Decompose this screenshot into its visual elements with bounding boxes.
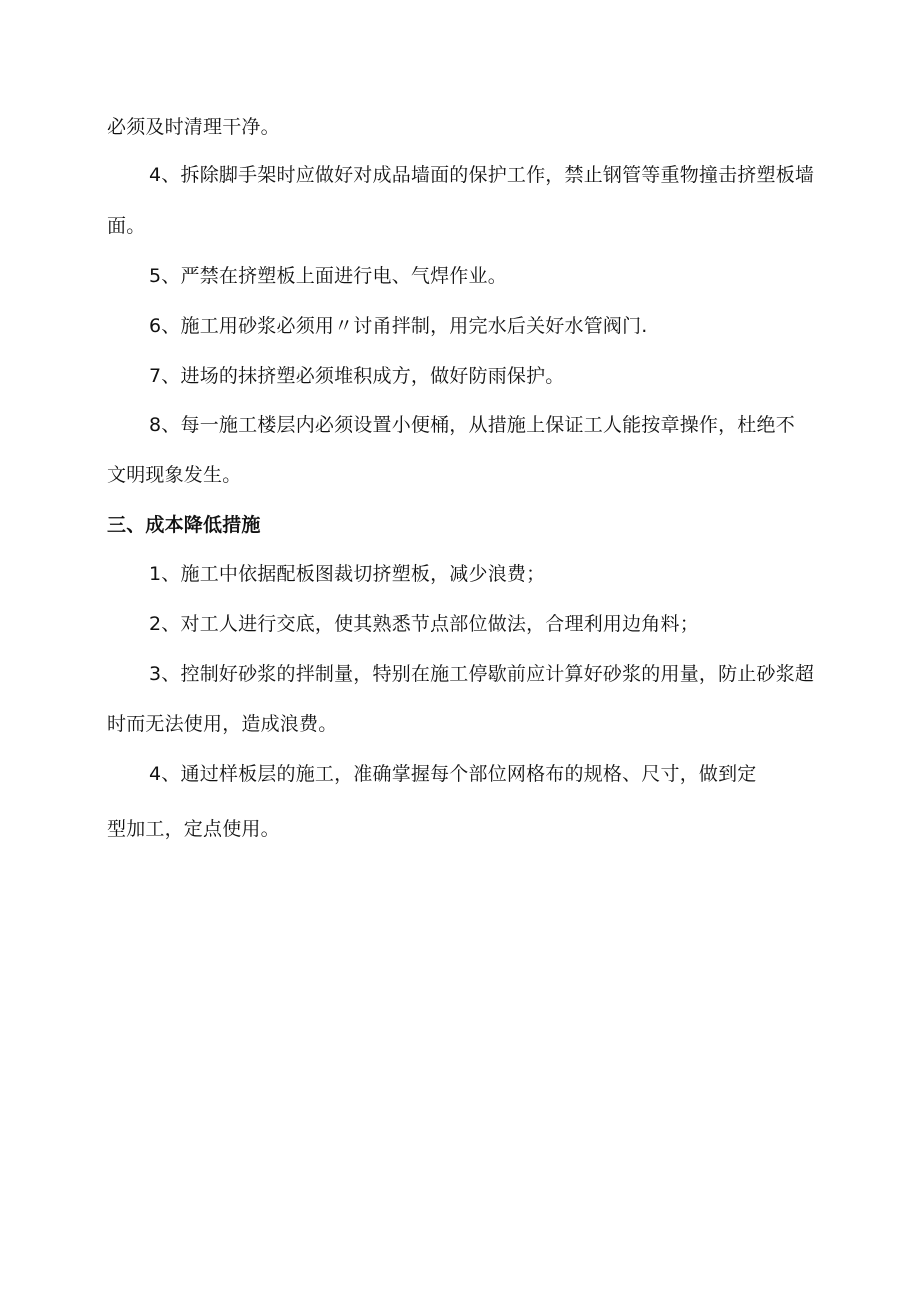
paragraph-line: 1、施工中依据配板图裁切挤塑板，减少浪费； xyxy=(149,563,546,585)
paragraph-line: 必须及时清理干净。 xyxy=(107,116,280,138)
paragraph-line: 7、进场的抹挤塑必须堆积成方，做好防雨保护。 xyxy=(149,365,565,387)
paragraph-line: 6、施工用砂浆必须用〃讨甬拌制，用完水后关好水管阀门. xyxy=(149,315,648,337)
section-heading: 三、成本降低措施 xyxy=(107,514,261,536)
paragraph-line: 4、通过样板层的施工，准确掌握每个部位网格布的规格、尺寸，做到定 xyxy=(149,763,757,785)
paragraph-line: 8、每一施工楼层内必须设置小便桶，从措施上保证工人能按章操作，杜绝不 xyxy=(149,414,795,436)
paragraph-line: 5、严禁在挤塑板上面进行电、气焊作业。 xyxy=(149,265,507,287)
paragraph-line: 面。 xyxy=(107,215,146,237)
paragraph-line: 3、控制好砂浆的拌制量，特别在施工停歇前应计算好砂浆的用量，防止砂浆超 xyxy=(149,663,815,685)
paragraph-line: 2、对工人进行交底，使其熟悉节点部位做法，合理利用边角料； xyxy=(149,613,699,635)
paragraph-line: 文明现象发生。 xyxy=(107,464,242,486)
paragraph-line: 时而无法使用，造成浪费。 xyxy=(107,713,338,735)
paragraph-line: 型加工，定点使用。 xyxy=(107,818,280,840)
paragraph-line: 4、拆除脚手架时应做好对成品墙面的保护工作，禁止钢管等重物撞击挤塑板墙 xyxy=(149,164,815,186)
